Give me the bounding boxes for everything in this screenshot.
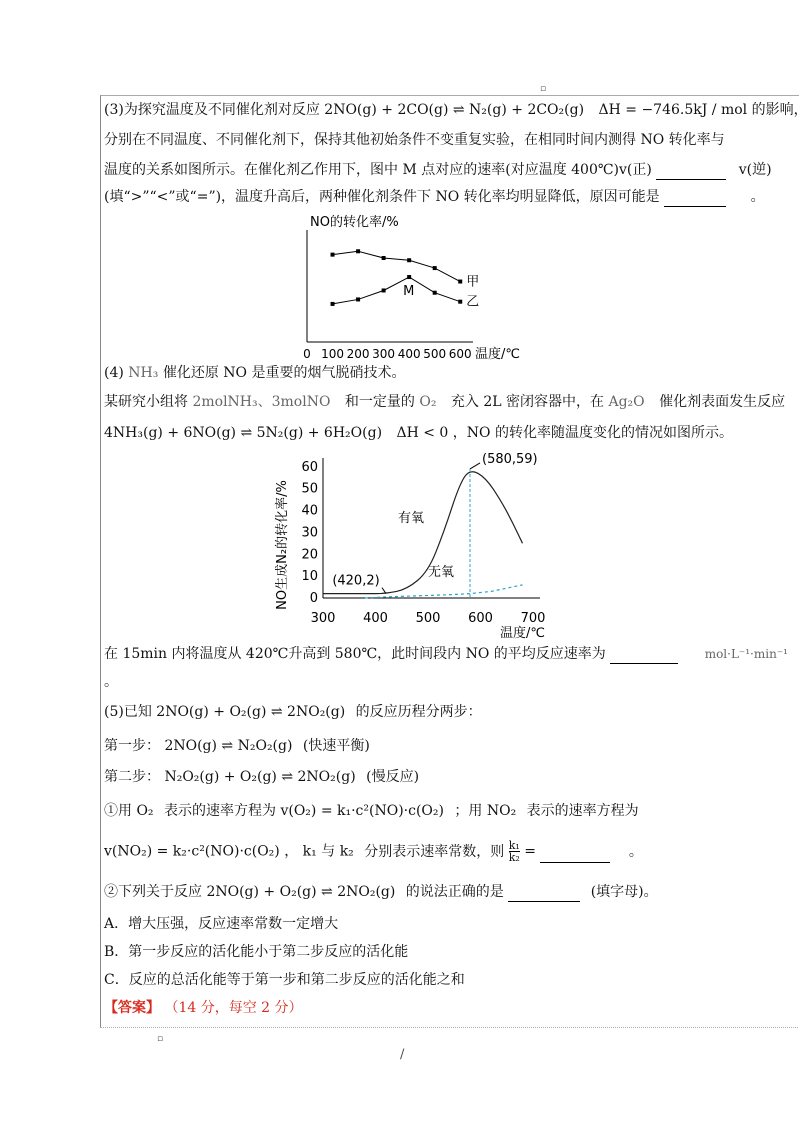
data-point [382, 288, 386, 292]
y-axis-label: NO生成N₂的转化率/% [275, 480, 290, 610]
peak-leader [470, 463, 480, 469]
data-point [356, 297, 360, 301]
page-footer-slash: / [400, 1047, 405, 1062]
answer-blank-3[interactable] [610, 647, 678, 664]
y-tick-label: 20 [301, 547, 318, 563]
corner-mark-top: ▫ [540, 84, 547, 94]
q4-line1: (4) NH₃ 催化还原 NO 是重要的烟气脱硝技术。 [104, 365, 406, 381]
x-tick-label: 100 [321, 347, 344, 361]
x-tick-label: 400 [363, 611, 388, 626]
q4-line3: 4NH₃(g) + 6NO(g) ⇌ 5N₂(g) + 6H₂O(g) ΔH < 0 ，NO 的转化率随温度变化的情况如图所示。 [104, 425, 733, 441]
data-point [433, 291, 437, 295]
series-line-1 [333, 251, 461, 281]
x-tick-label: 500 [423, 347, 447, 361]
x-tick-label: 400 [397, 347, 421, 361]
series-label-oxygen: 有氧 [398, 511, 425, 526]
option-b: B．第一步反应的活化能小于第二步反应的活化能 [104, 944, 409, 960]
data-point [458, 300, 462, 304]
y-tick-label: 10 [301, 569, 318, 585]
y-tick-label: 30 [301, 525, 318, 541]
answer-blank-1[interactable] [656, 163, 726, 180]
series-line-no-oxygen [365, 585, 523, 598]
x-axis-label: 温度/℃ [475, 347, 520, 362]
q4-line4: 在 15min 内将温度从 420℃升高到 580℃，此时间段内 NO 的平均反应速率为 mol·L⁻¹·min⁻¹ [104, 646, 788, 662]
series-label-no-oxygen: 无氧 [428, 565, 455, 580]
data-point [407, 258, 411, 262]
q4-line5: 。 [104, 674, 118, 690]
y-tick-label: 60 [301, 459, 318, 475]
answer-blank-4[interactable] [540, 846, 610, 863]
data-point [331, 302, 335, 306]
q3-line2: 分别在不同温度、不同催化剂下，保持其他初始条件不变重复实验，在相同时间内测得 NO 转化率与 [104, 132, 725, 148]
point-label-m: M [403, 284, 415, 300]
q3-line3: 温度的关系如图所示。在催化剂乙作用下，图中 M 点对应的速率(对应温度 400℃)v(正) v(逆) [104, 162, 772, 178]
data-point [433, 266, 437, 270]
corner-mark-bottom: ▫ [157, 1034, 164, 1044]
q5-line1: (5)已知 2NO(g) + O₂(g) ⇌ 2NO₂(g) 的反应历程分两步： [104, 704, 482, 720]
x-tick-label: 500 [415, 611, 441, 626]
chart-n2-conversion-vs-temp [250, 450, 560, 645]
answer-blank-5[interactable] [508, 885, 580, 902]
answer-blank-2[interactable] [664, 190, 726, 207]
series-label: 乙 [466, 294, 480, 310]
x-tick-label: 200 [346, 347, 370, 361]
x-tick-label: 300 [372, 347, 396, 361]
data-point [331, 253, 335, 257]
y-axis-label: NO的转化率/% [310, 215, 399, 230]
y-tick-label: 0 [309, 591, 318, 606]
q3-line4: (填“>”“<”或“=”)，温度升高后，两种催化剂条件下 NO 转化率均明显降低，原因可能是 。 [104, 189, 765, 205]
x-tick-label: 300 [310, 611, 336, 626]
y-tick-label: 40 [301, 503, 318, 519]
x-tick-label: 600 [468, 611, 493, 626]
option-c: C．反应的总活化能等于第一步和第二步反应的活化能之和 [104, 972, 465, 988]
q5-step1: 第一步： 2NO(g) ⇌ N₂O₂(g) (快速平衡) [104, 738, 370, 754]
series-line-2 [333, 277, 461, 304]
chart-no-conversion-vs-temp [290, 210, 550, 365]
q5-rate1: ①用 O₂ 表示的速率方程为 v(O₂) = k₁·c²(NO)·c(O₂) ；用 NO₂ 表示的速率方程为 [104, 803, 639, 819]
option-a: A．增大压强，反应速率常数一定增大 [104, 916, 339, 932]
x-tick-label: 700 [520, 611, 546, 626]
y-tick-label: 50 [301, 481, 318, 497]
q5-step2: 第二步： N₂O₂(g) + O₂(g) ⇌ 2NO₂(g) (慢反应) [104, 769, 420, 785]
data-point [356, 249, 360, 253]
k1-over-k2-fraction: $\frac{\text{k₁}}{\text{k₂}}$ [508, 839, 520, 864]
q5-q2: ②下列关于反应 2NO(g) + O₂(g) ⇌ 2NO₂(g) 的说法正确的是 (填字母)。 [104, 884, 658, 900]
answer-line: 【答案】 （14 分，每空 2 分） [104, 1000, 303, 1016]
x-tick-label: 0 [303, 347, 311, 361]
data-point [407, 275, 411, 279]
q4-line2: 某研究小组将 2molNH₃、3molNO 和一定量的 O₂ 充入 2L 密闭容器中，在 Ag₂O 催化剂表面发生反应 [104, 394, 786, 410]
data-point [458, 280, 462, 284]
x-tick-label: 600 [448, 347, 472, 361]
series-label: 甲 [466, 274, 480, 290]
x-axis-label: 温度/℃ [500, 626, 545, 641]
q5-rate2: v(NO₂) = k₂·c²(NO)·c(O₂) ， k₁ 与 k₂ 分别表示速率常数，则 $\frac{\text{k₁}}{\text{k₂}}$ = 。 [104, 839, 643, 864]
bottom-divider [100, 1027, 798, 1028]
point-label-start: (420,2) [332, 573, 380, 589]
point-label-peak: (580,59) [482, 451, 538, 467]
data-point [382, 256, 386, 260]
q3-line1: (3)为探究温度及不同催化剂对反应 2NO(g) + 2CO(g) ⇌ N₂(g) + 2CO₂(g) ΔH = −746.5kJ / mol 的影响， [104, 102, 808, 118]
